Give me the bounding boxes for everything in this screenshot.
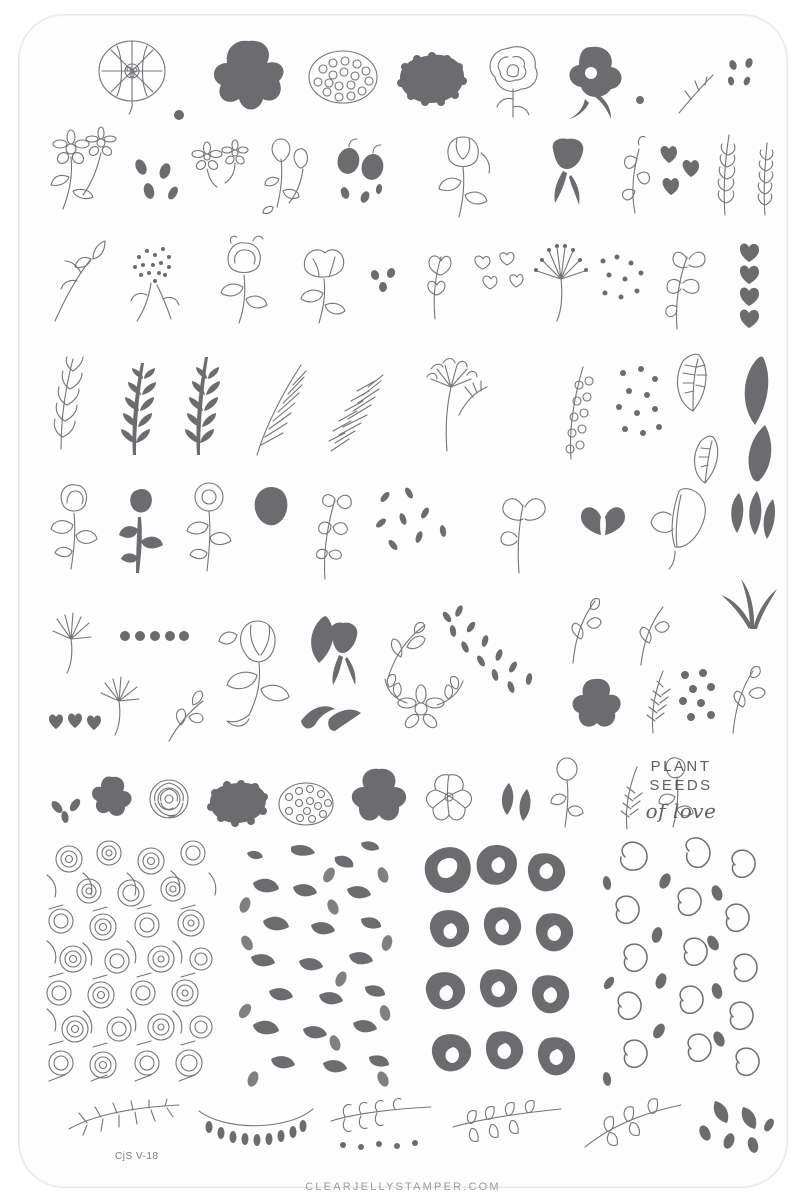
row-5-heart-leaf-stem: [489, 485, 553, 575]
row-1-outlined-rose-bloom: [481, 41, 545, 125]
row-2-solid-tulip: [543, 137, 593, 215]
row-6-spiral-sprig-2: [625, 601, 673, 667]
row-2-falling-leaf-specks: [131, 159, 187, 211]
row-6-spiral-sprig: [555, 595, 607, 665]
row-6-tiny-heart-trio: [47, 711, 103, 737]
row-4-solid-teardrop-leaf: [735, 355, 777, 431]
row-4-veined-leaf-outline-2: [685, 433, 725, 491]
row-2-wheat-sprig: [751, 137, 779, 217]
row-2-solid-pear-buds: [331, 139, 389, 209]
row-4-feather-fern-left: [47, 349, 91, 451]
row-5-berry-vine-stem: [305, 483, 361, 581]
row-7-solid-five-petal: [347, 767, 411, 827]
full-nail-panel-1: [43, 835, 220, 1083]
row-4-fern-frond-tall: [175, 351, 223, 457]
row-1-petal-speck-a: [171, 107, 187, 123]
row-6-thistle-sprig: [635, 663, 677, 735]
row-3-speck-scatter: [595, 251, 653, 311]
row-6-outlined-tulip-bloom: [215, 611, 297, 733]
row-7-solid-petals: [47, 797, 91, 823]
row-4-solid-leaf-drop: [741, 421, 781, 483]
row-1-outlined-anemone-flower: [93, 33, 171, 115]
row-5-solid-oval-bud: [251, 485, 291, 529]
row-3-outlined-peony-stem: [209, 235, 279, 325]
row-4-fern-frond: [111, 355, 159, 457]
row-6-solid-small-tulip: [321, 619, 365, 687]
row-5-outlined-tulip-leaf: [643, 485, 717, 569]
bottom-falling-leaves-scatter: [691, 1097, 777, 1157]
row-6-looped-branch: [717, 663, 771, 735]
row-2-heart-leaf-vine: [611, 135, 661, 215]
text-line-2: SEEDS: [649, 777, 713, 794]
row-7-solid-mini-flower: [87, 775, 137, 821]
bottom-laurel-branch: [449, 1105, 565, 1147]
row-1-tiny-twig-sprig: [673, 71, 719, 115]
bottom-leaf-sprig-with-dots: [327, 1103, 435, 1151]
row-3-outlined-poppy-stem: [291, 243, 355, 325]
row-3-heart-leaf-branch: [731, 241, 773, 331]
plant-seeds-text-art: [621, 757, 741, 823]
row-6-solid-flower-blob: [567, 677, 623, 731]
bottom-dotted-swag-border: [195, 1101, 317, 1149]
row-3-tiny-dot-trio: [367, 267, 405, 297]
bottom-leafy-vine: [581, 1097, 691, 1153]
brand-url-label: CLEARJELLYSTAMPER.COM: [305, 1181, 501, 1193]
row-4-dot-scatter: [611, 363, 667, 449]
row-1-outlined-chrysanthemum: [307, 49, 379, 107]
row-6-dot-line-row: [117, 627, 189, 645]
row-3-dotted-cluster-leaf: [121, 239, 191, 323]
row-3-berry-branch: [653, 237, 713, 331]
row-7-outlined-five-petal: [421, 771, 477, 827]
row-4-veined-leaf-outline: [665, 351, 713, 423]
row-7-outlined-rose-small: [145, 777, 193, 821]
row-2-outlined-daisy-stem: [49, 133, 127, 213]
row-5-solid-leaf-cluster: [727, 489, 779, 551]
row-2-bud-stem-outline: [259, 135, 315, 219]
row-1-scattered-petal-specks: [725, 59, 759, 91]
row-5-solid-bud-stem: [117, 483, 169, 575]
row-1-petal-speck-b: [633, 93, 647, 107]
row-6-spiral-sprig-left: [159, 683, 215, 743]
row-2-hearts-scatter: [659, 143, 705, 205]
row-7-mini-bud-stem: [545, 757, 589, 829]
bottom-arrow-leaf-branch: [65, 1099, 183, 1137]
row-2-outlined-tulip-stem: [431, 133, 499, 221]
row-1-solid-poppy-flower: [555, 43, 627, 123]
row-5-rosebud-stem: [47, 477, 101, 571]
row-6-solid-bird-shape: [297, 701, 363, 741]
row-7-solid-scalloped-blob: [207, 781, 269, 825]
full-nail-panel-2: [233, 835, 403, 1083]
row-2-small-blossom-pair: [191, 139, 253, 191]
row-3-wispy-grass-stem: [47, 237, 107, 323]
row-4-striped-leaf-fern: [245, 357, 311, 457]
row-2-fern-frond-outline: [709, 131, 743, 217]
full-nail-panel-3: [417, 835, 589, 1083]
row-1-solid-scalloped-bloom: [397, 53, 467, 105]
row-1-solid-five-petal-flower: [209, 37, 289, 115]
row-7-solid-droplets: [497, 781, 537, 825]
row-7-outlined-chrysanthemum-small: [277, 781, 335, 827]
row-3-dandelion-outline: [529, 239, 593, 323]
row-6-dot-cluster: [675, 667, 719, 723]
row-5-solid-grass-tuft: [719, 573, 781, 631]
row-5-dash-scatter: [371, 489, 465, 555]
row-5-lollipop-bud-stem: [183, 477, 235, 573]
row-6-leaf-spray-scatter: [437, 607, 547, 697]
row-3-heart-vine-stem: [417, 245, 465, 321]
text-line-1: PLANT: [650, 758, 712, 775]
full-nail-panel-4: [599, 835, 767, 1083]
row-5-solid-heart-sprout: [579, 491, 627, 549]
row-6-dandelion-puff-outline: [45, 611, 99, 675]
row-4-dotted-stem-vine: [553, 357, 601, 461]
row-4-queen-annes-lace: [417, 353, 493, 453]
row-3-heart-scatter: [471, 251, 531, 299]
text-line-3: of love: [645, 799, 717, 823]
row-4-hatched-leaf: [323, 361, 387, 459]
stamping-plate: [18, 14, 788, 1193]
plate-code-label: CjS V-18: [115, 1151, 159, 1162]
